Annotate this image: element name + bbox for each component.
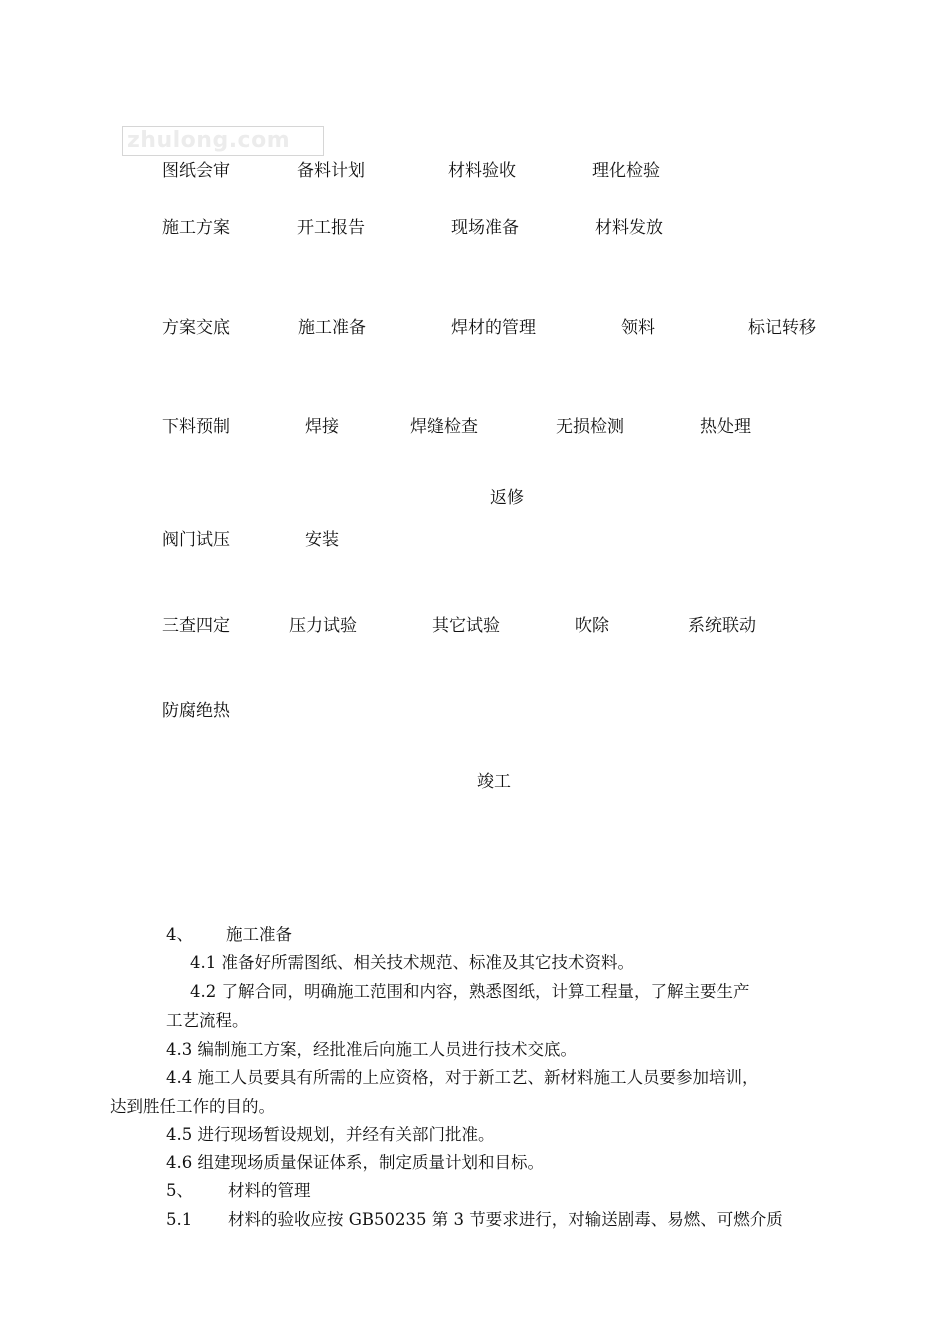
flow-step-system-commissioning: 系统联动 xyxy=(688,616,756,636)
flow-step-anticorrosion-insulation: 防腐绝热 xyxy=(162,701,230,721)
flow-step-three-checks-four-fixes: 三查四定 xyxy=(162,616,230,636)
flow-step-blowing: 吹除 xyxy=(575,616,609,636)
flow-step-weld-inspection: 焊缝检查 xyxy=(410,417,478,437)
section-5-item-text: 材料的验收应按 GB50235 第 3 节要求进行，对输送剧毒、易燃、可燃介质 xyxy=(228,1210,783,1229)
flow-step-mark-transfer: 标记转移 xyxy=(748,318,816,338)
flow-step-physchem-inspection: 理化检验 xyxy=(592,161,660,181)
flow-step-ndt: 无损检测 xyxy=(556,417,624,437)
section-4-item-continuation: 达到胜任工作的目的。 xyxy=(110,1097,275,1116)
watermark-logo: zhulong.com xyxy=(122,126,324,156)
flow-step-start-report: 开工报告 xyxy=(297,218,365,238)
section-4-number: 4、 xyxy=(166,925,193,944)
section-4-item: 4.2 了解合同，明确施工范围和内容，熟悉图纸，计算工程量，了解主要生产 xyxy=(190,982,750,1001)
flow-step-material-plan: 备料计划 xyxy=(297,161,365,181)
flow-step-valve-pressure-test: 阀门试压 xyxy=(162,530,230,550)
flow-step-welding-material-mgmt: 焊材的管理 xyxy=(451,318,536,338)
section-5-number: 5、 xyxy=(166,1181,193,1200)
flow-step-construction-plan: 施工方案 xyxy=(162,218,230,238)
flow-step-completion: 竣工 xyxy=(477,772,511,792)
section-4-heading: 施工准备 xyxy=(226,925,292,944)
flow-step-material-pickup: 领料 xyxy=(621,318,655,338)
flow-step-installation: 安装 xyxy=(305,530,339,550)
section-5-heading: 材料的管理 xyxy=(228,1181,311,1200)
flow-step-cutting-prefab: 下料预制 xyxy=(162,417,230,437)
flow-step-site-preparation: 现场准备 xyxy=(451,218,519,238)
flow-step-construction-prep: 施工准备 xyxy=(298,318,366,338)
section-4-item: 4.6 组建现场质量保证体系，制定质量计划和目标。 xyxy=(166,1153,544,1172)
flow-step-material-issue: 材料发放 xyxy=(595,218,663,238)
section-5-item-number: 5.1 xyxy=(166,1210,193,1229)
flow-step-pressure-test: 压力试验 xyxy=(289,616,357,636)
flow-step-other-tests: 其它试验 xyxy=(432,616,500,636)
section-4-item: 4.3 编制施工方案，经批准后向施工人员进行技术交底。 xyxy=(166,1040,577,1059)
section-4-item: 4.4 施工人员要具有所需的上应资格，对于新工艺、新材料施工人员要参加培训， xyxy=(166,1068,759,1087)
flow-step-welding: 焊接 xyxy=(305,417,339,437)
flow-step-heat-treatment: 热处理 xyxy=(700,417,751,437)
section-4-item-continuation: 工艺流程。 xyxy=(166,1011,249,1030)
section-4-item: 4.1 准备好所需图纸、相关技术规范、标准及其它技术资料。 xyxy=(190,953,634,972)
section-4-item: 4.5 进行现场暂设规划，并经有关部门批准。 xyxy=(166,1125,495,1144)
flow-step-drawing-review: 图纸会审 xyxy=(162,161,230,181)
flow-step-material-acceptance: 材料验收 xyxy=(448,161,516,181)
flow-step-plan-briefing: 方案交底 xyxy=(162,318,230,338)
flow-step-rework: 返修 xyxy=(490,488,524,508)
